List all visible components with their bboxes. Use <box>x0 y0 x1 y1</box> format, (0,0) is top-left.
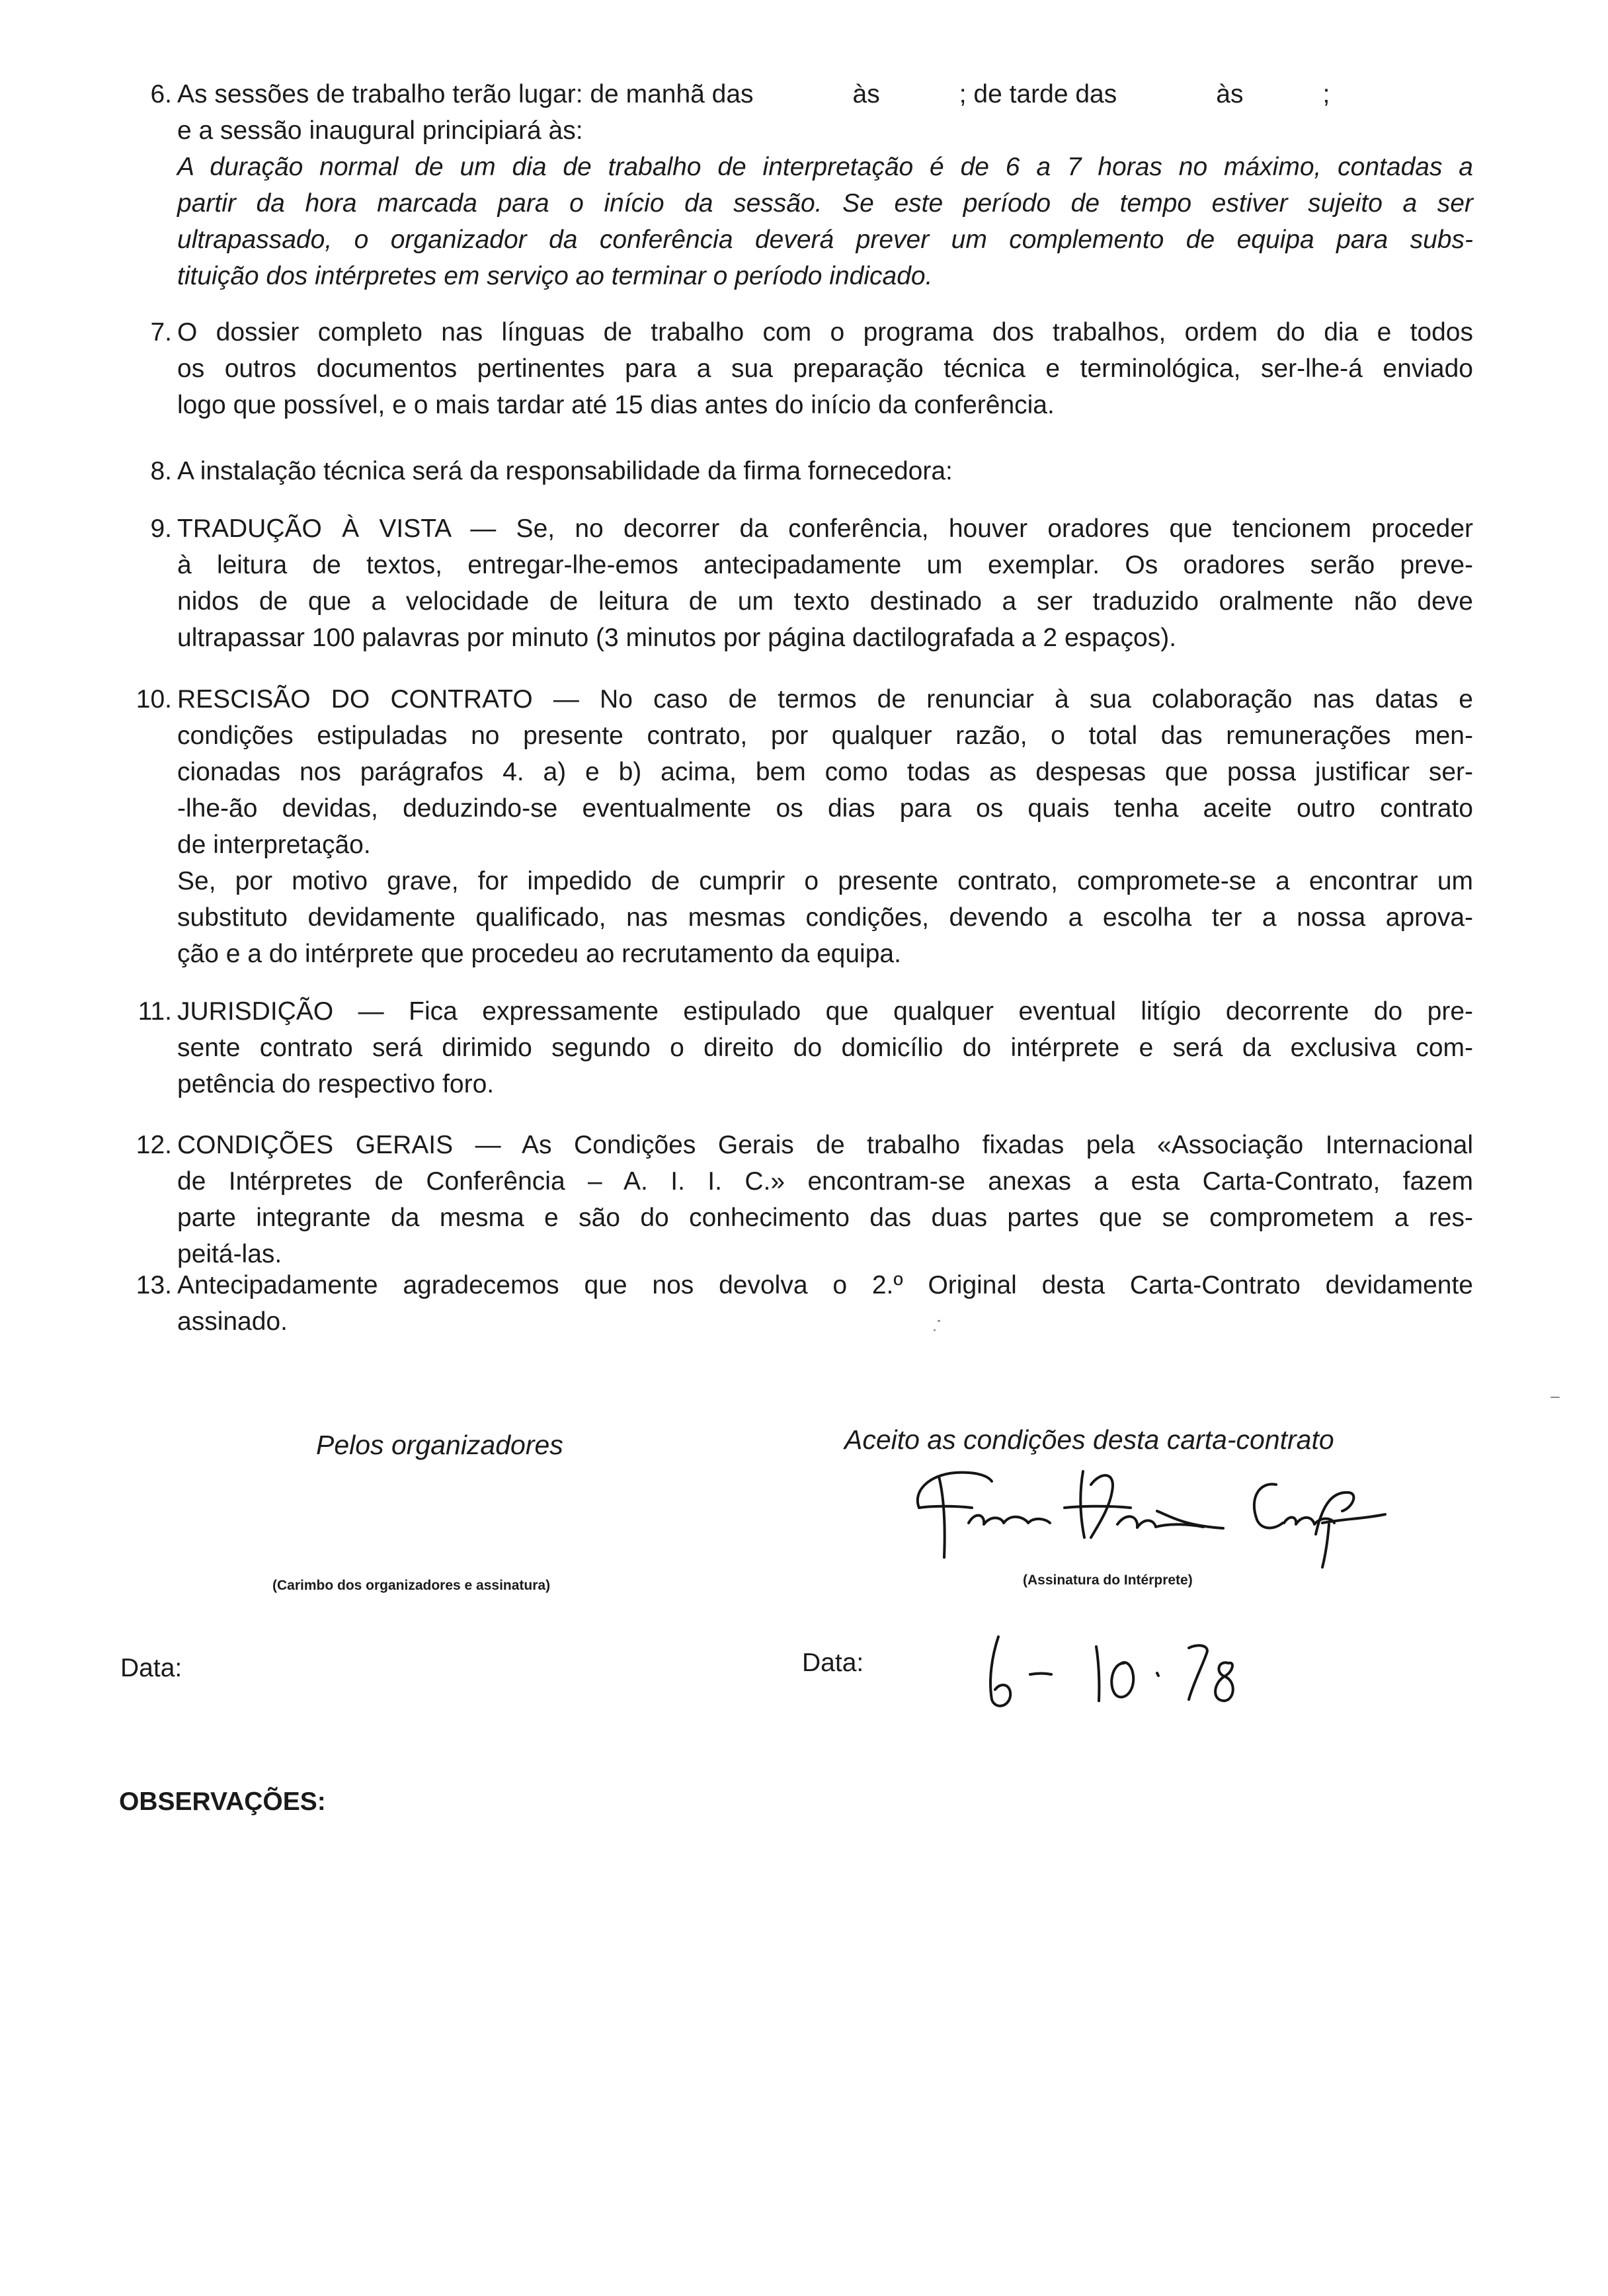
clause-number: 11. <box>138 997 172 1026</box>
clause-line: sente contrato será dirimido segundo o direito do domicílio do intérprete e será da exclusiva com- <box>177 1034 1473 1062</box>
scan-speck <box>1550 1397 1560 1398</box>
clause-number: 10. <box>136 685 172 714</box>
clause-number: 12. <box>136 1131 172 1159</box>
clause-line: JURISDIÇÃO — Fica expressamente estipulado que qualquer eventual litígio decorrente do pre- <box>177 997 1473 1026</box>
clause-number: 7. <box>150 318 172 347</box>
clause-line: assinado. <box>177 1307 288 1336</box>
clause-number: 6. <box>150 80 172 108</box>
clause-italic-line: ultrapassado, o organizador da conferência deverá prever um complemento de equipa para subs- <box>177 226 1473 254</box>
clause-line: CONDIÇÕES GERAIS — As Condições Gerais de trabalho fixadas pela «Associação Internacional <box>177 1131 1473 1159</box>
clause-line: ultrapassar 100 palavras por minuto (3 minutos por página dactilografada a 2 espaços). <box>177 624 1177 652</box>
organizers-caption: (Carimbo dos organizadores e assinatura) <box>272 1578 551 1593</box>
clause-line: TRADUÇÃO À VISTA — Se, no decorrer da conferência, houver oradores que tencionem proceder <box>177 514 1473 543</box>
interpreter-signature <box>893 1445 1388 1571</box>
clause-line: O dossier completo nas línguas de trabalho com o programa dos trabalhos, ordem do dia e todos <box>177 318 1473 347</box>
clause-line: -lhe-ão devidas, deduzindo-se eventualmente os dias para os quais tenha aceite outro contrato <box>177 794 1473 823</box>
clause-text <box>177 76 1473 294</box>
clause-italic-line: partir da hora marcada para o início da sessão. Se este período de tempo estiver sujeito a ser <box>177 189 1473 218</box>
clause-text <box>177 681 1473 972</box>
clause-line: A instalação técnica será da responsabilidade da firma fornecedora: <box>177 457 953 485</box>
organizers-heading: Pelos organizadores <box>316 1430 563 1460</box>
clause-text <box>177 993 1473 1102</box>
interpreter-date-label: Data: <box>802 1649 864 1677</box>
afternoon-label: ; de tarde das <box>959 80 1117 108</box>
clause-line: de interpretação. <box>177 831 371 859</box>
clause-13 <box>119 1267 1474 1340</box>
afternoon-until-label: às <box>1216 80 1244 108</box>
session-times-intro: As sessões de trabalho terão lugar: de manhã das <box>177 80 754 108</box>
clause-line: substituto devidamente qualificado, nas mesmas condições, devendo a escolha ter a nossa aprova- <box>177 903 1473 932</box>
clause-10 <box>119 681 1474 972</box>
clause-line: cionadas nos parágrafos 4. a) e b) acima, bem como todas as despesas que possa justificar ser- <box>177 758 1473 786</box>
interpreter-caption: (Assinatura do Intérprete) <box>1023 1573 1193 1588</box>
clause-7 <box>119 314 1474 427</box>
clause-6 <box>119 76 1474 294</box>
clause-text <box>177 511 1473 656</box>
clause-9 <box>119 511 1474 656</box>
clause-line: e a sessão inaugural principiará às: <box>177 116 583 145</box>
morning-until-label: às <box>852 80 880 108</box>
clause-italic-line: A duração normal de um dia de trabalho de interpretação é de 6 a 7 horas no máximo, contadas a <box>177 153 1473 181</box>
clause-text <box>177 1127 1473 1272</box>
handwritten-date <box>979 1627 1256 1713</box>
clause-line: ção e a do intérprete que procedeu ao recrutamento da equipa. <box>177 940 901 968</box>
clause-8 <box>119 453 1474 489</box>
semicolon: ; <box>1322 80 1330 108</box>
clause-11 <box>119 993 1474 1102</box>
clause-line: de Intérpretes de Conferência – A. I. I. C.» encontram-se anexas a esta Carta-Contrato, fazem <box>177 1167 1473 1196</box>
clause-text <box>177 314 1473 423</box>
clause-line: Antecipadamente agradecemos que nos devolva o 2.º Original desta Carta-Contrato devidamente <box>177 1271 1473 1299</box>
scan-speck <box>938 1320 940 1322</box>
clause-line: condições estipuladas no presente contrato, por qualquer razão, o total das remunerações men- <box>177 721 1473 750</box>
clause-italic-line: tituição dos intérpretes em serviço ao terminar o período indicado. <box>177 262 933 290</box>
clause-line: nidos de que a velocidade de leitura de um texto destinado a ser traduzido oralmente não deve <box>177 587 1473 616</box>
clause-line: RESCISÃO DO CONTRATO — No caso de termos de renunciar à sua colaboração nas datas e <box>177 685 1473 714</box>
clause-line: peitá-las. <box>177 1240 282 1268</box>
clause-line: parte integrante da mesma e são do conhecimento das duas partes que se comprometem a res- <box>177 1204 1473 1232</box>
scan-speck <box>934 1329 936 1331</box>
interpreter-acceptance-heading: Aceito as condições desta carta-contrato <box>844 1424 1334 1455</box>
clause-line: à leitura de textos, entregar-lhe-emos antecipadamente um exemplar. Os oradores serão preve- <box>177 551 1473 579</box>
clause-number: 8. <box>150 457 172 485</box>
clause-text <box>177 1267 1473 1340</box>
clause-number: 9. <box>150 514 172 543</box>
observations-label: OBSERVAÇÕES: <box>119 1787 326 1816</box>
clause-line: os outros documentos pertinentes para a sua preparação técnica e terminológica, ser-lhe-á enviado <box>177 354 1473 383</box>
clause-number: 13. <box>136 1271 172 1299</box>
clause-line: petência do respectivo foro. <box>177 1070 495 1098</box>
organizers-date-label: Data: <box>120 1654 182 1682</box>
clause-12 <box>119 1127 1474 1272</box>
clause-line: Se, por motivo grave, for impedido de cumprir o presente contrato, compromete-se a encontrar um <box>177 867 1473 895</box>
clause-line <box>177 76 1473 112</box>
clause-line: logo que possível, e o mais tardar até 15 dias antes do início da conferência. <box>177 391 1055 419</box>
clause-text <box>177 453 1473 489</box>
